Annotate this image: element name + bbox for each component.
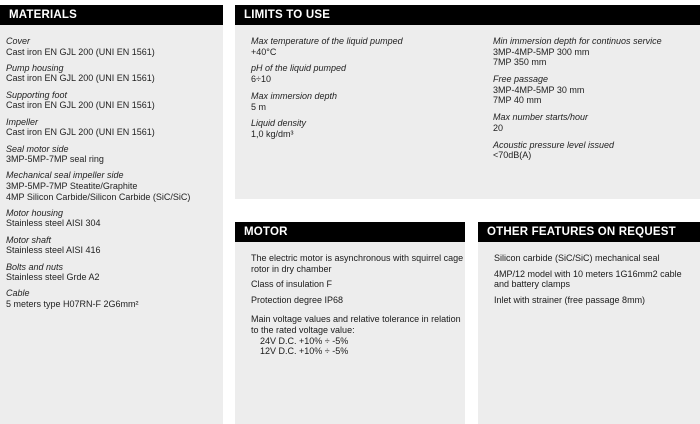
limit-value: +40°C [251, 46, 277, 57]
limits-right-column [493, 36, 693, 167]
material-label: Impeller [6, 116, 39, 127]
limit-item [251, 91, 493, 112]
material-value: Cast iron EN GJL 200 (UNI EN 1561) [6, 127, 155, 138]
material-value: Cast iron EN GJL 200 (UNI EN 1561) [6, 100, 155, 111]
limits-title: LIMITS TO USE [235, 5, 700, 25]
limit-item [251, 63, 493, 84]
limits-list [235, 25, 700, 167]
limit-label: Liquid density [251, 118, 307, 129]
material-item [6, 235, 223, 256]
limit-value: 3MP-4MP-5MP 30 mm 7MP 40 mm [493, 84, 585, 106]
material-item [6, 288, 223, 309]
material-label: Mechanical seal impeller side [6, 170, 124, 181]
limit-label: Free passage [493, 74, 549, 85]
material-item [6, 90, 223, 111]
material-item [6, 144, 223, 165]
material-item [6, 117, 223, 138]
material-item [6, 36, 223, 57]
material-value: 5 meters type H07RN-F 2G6mm² [6, 299, 139, 310]
motor-voltage-intro: Main voltage values and relative tolerance in relation to the rated voltage value: [251, 314, 461, 335]
material-label: Motor shaft [6, 234, 52, 245]
limit-value: 6÷10 [251, 74, 271, 85]
material-label: Seal motor side [6, 143, 69, 154]
limit-label: Min immersion depth for continuos service [493, 36, 662, 46]
motor-insulation: Class of insulation F [251, 279, 333, 290]
material-value: Stainless steel Grde A2 [6, 272, 100, 283]
material-value: 3MP-5MP-7MP Steatite/Graphite 4MP Silicon Carbide/Silicon Carbide (SiC/SiC) [6, 180, 191, 202]
motor-protection: Protection degree IP68 [251, 294, 344, 305]
motor-panel [235, 222, 465, 424]
limit-item [251, 36, 493, 57]
features-list [478, 242, 700, 305]
limit-item [493, 36, 693, 68]
motor-voltage-item: 24V D.C. +10% ÷ -5% [260, 335, 349, 346]
motor-title: MOTOR [235, 222, 465, 242]
limit-item [493, 140, 693, 161]
limit-label: Max number starts/hour [493, 112, 589, 123]
motor-details [235, 242, 465, 357]
material-value: Cast iron EN GJL 200 (UNI EN 1561) [6, 46, 155, 57]
limit-item [251, 118, 493, 139]
materials-title: MATERIALS [0, 5, 223, 25]
material-item [6, 262, 223, 283]
limit-label: Max temperature of the liquid pumped [251, 36, 403, 46]
materials-list [0, 25, 223, 310]
material-item [6, 63, 223, 84]
features-panel [478, 222, 700, 424]
motor-description: The electric motor is asynchronous with squirrel cage rotor in dry chamber [251, 253, 464, 274]
limit-value: 20 [493, 122, 504, 133]
material-label: Cable [6, 288, 30, 299]
material-value: Cast iron EN GJL 200 (UNI EN 1561) [6, 73, 155, 84]
materials-panel [0, 5, 223, 424]
feature-item: Inlet with strainer (free passage 8mm) [494, 294, 646, 305]
material-label: Bolts and nuts [6, 261, 64, 272]
material-value: Stainless steel AISI 304 [6, 218, 101, 229]
limit-label: pH of the liquid pumped [251, 63, 347, 74]
motor-voltage-item: 12V D.C. +10% ÷ -5% [260, 346, 349, 357]
material-item [6, 170, 223, 202]
limits-left-column [251, 36, 493, 167]
limit-value: <70dB(A) [493, 150, 532, 161]
material-value: 3MP-5MP-7MP seal ring [6, 154, 104, 165]
features-title: OTHER FEATURES ON REQUEST [478, 222, 700, 242]
limits-panel [235, 5, 700, 199]
material-label: Pump housing [6, 62, 64, 73]
limit-value: 1,0 kg/dm³ [251, 129, 294, 140]
limit-item [493, 112, 693, 133]
limit-item [493, 74, 693, 106]
material-value: Stainless steel AISI 416 [6, 245, 101, 256]
material-label: Cover [6, 36, 31, 46]
feature-item: 4MP/12 model with 10 meters 1G16mm2 cable and battery clamps [494, 268, 682, 290]
feature-item: Silicon carbide (SiC/SiC) mechanical seal [494, 253, 660, 263]
limit-value: 5 m [251, 101, 267, 112]
limit-value: 3MP-4MP-5MP 300 mm 7MP 350 mm [493, 46, 590, 68]
material-item [6, 208, 223, 229]
material-label: Motor housing [6, 207, 64, 218]
material-label: Supporting foot [6, 89, 68, 100]
limit-label: Max immersion depth [251, 90, 338, 101]
limit-label: Acoustic pressure level issued [493, 139, 615, 150]
